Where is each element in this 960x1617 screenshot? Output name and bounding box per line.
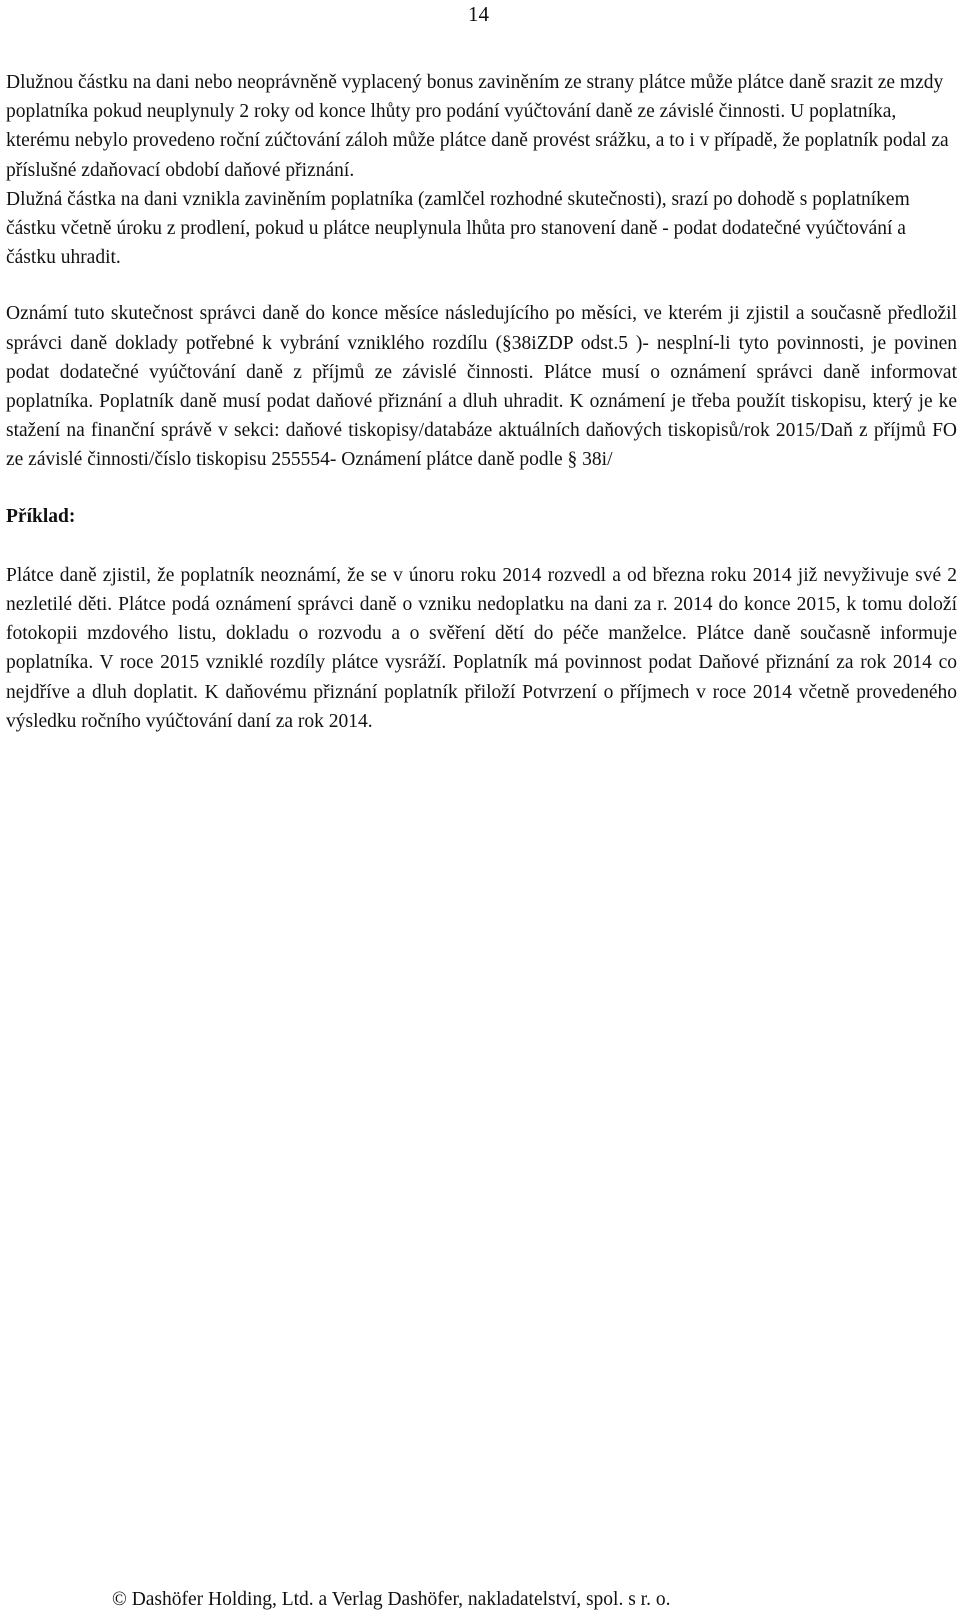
- document-body: [6, 68, 957, 736]
- page-number: 14: [468, 2, 489, 26]
- paragraph-spacer: [6, 272, 957, 299]
- paragraph-notification: Oznámí tuto skutečnost správci daně do konce měsíce následujícího po měsíci, ve kterém ji zjistil a současně předložil správci daně doklady potřebné k vybrání vzniklého rozdílu (§38iZDP odst.5 )- nesplní-li tyto povinnosti, je povinen podat dodatečné vyúčtování daně z příjmů ze závislé činnosti. Plátce musí o oznámení správci daně informovat poplatníka. Poplatník daně musí podat daňové přiznání a dluh uhradit. K oznámení je třeba použít tiskopisu, který je ke stažení na finanční správě v sekci: daňové tiskopisy/databáze aktuálních daňových tiskopisů/rok 2015/Daň z příjmů FO ze závislé činnosti/číslo tiskopisu 255554- Oznámení plátce daně podle § 38i/: [6, 303, 957, 471]
- paragraph-taxpayer-fault: Dlužná částka na dani vznikla zaviněním poplatníka (zamlčel rozhodné skutečnosti), srazí po dohodě s poplatníkem částku včetně úroku z prodlení, pokud u plátce neuplynula lhůta pro stanovení daně - podat dodatečné vyúčtování a částku uhradit.: [6, 188, 910, 269]
- paragraph-spacer: [6, 475, 957, 502]
- paragraph-example: Plátce daně zjistil, že poplatník neoznámí, že se v únoru roku 2014 rozvedl a od března roku 2014 již nevyživuje své 2 nezletilé děti. Plátce podá oznámení správci daně o vzniku nedoplatku na dani za r. 2014 do konce 2015, k tomu doloží fotokopii mzdového listu, dokladu o rozvodu a o svěření dětí do péče manželce. Plátce daně současně informuje poplatníka. V roce 2015 vzniklé rozdíly plátce vysráží. Poplatník má povinnost podat Daňové přiznání za rok 2014 co nejdříve a dluh doplatit. K daňovému přiznání poplatník přiloží Potvrzení o příjmech v roce 2014 včetně provedeného výsledku ročního vyúčtování daní za rok 2014.: [6, 564, 957, 732]
- copyright-footer: © Dashöfer Holding, Ltd. a Verlag Dashöfer, nakladatelství, spol. s r. o.: [112, 1589, 671, 1610]
- example-heading: Příklad:: [6, 505, 76, 527]
- paragraph-spacer: [6, 531, 957, 561]
- paragraph-debt-deduction: Dlužnou částku na dani nebo neoprávněně vyplacený bonus zaviněním ze strany plátce může plátce daně srazit ze mzdy poplatníka pokud neuplynuly 2 roky od konce lhůty pro podání vyúčtování daně ze závislé činnosti. U poplatníka, kterému nebylo provedeno roční zúčtování záloh může plátce daně provést srážku, a to i v případě, že poplatník podal za příslušné zdaňovací období daňové přiznání.: [6, 72, 949, 181]
